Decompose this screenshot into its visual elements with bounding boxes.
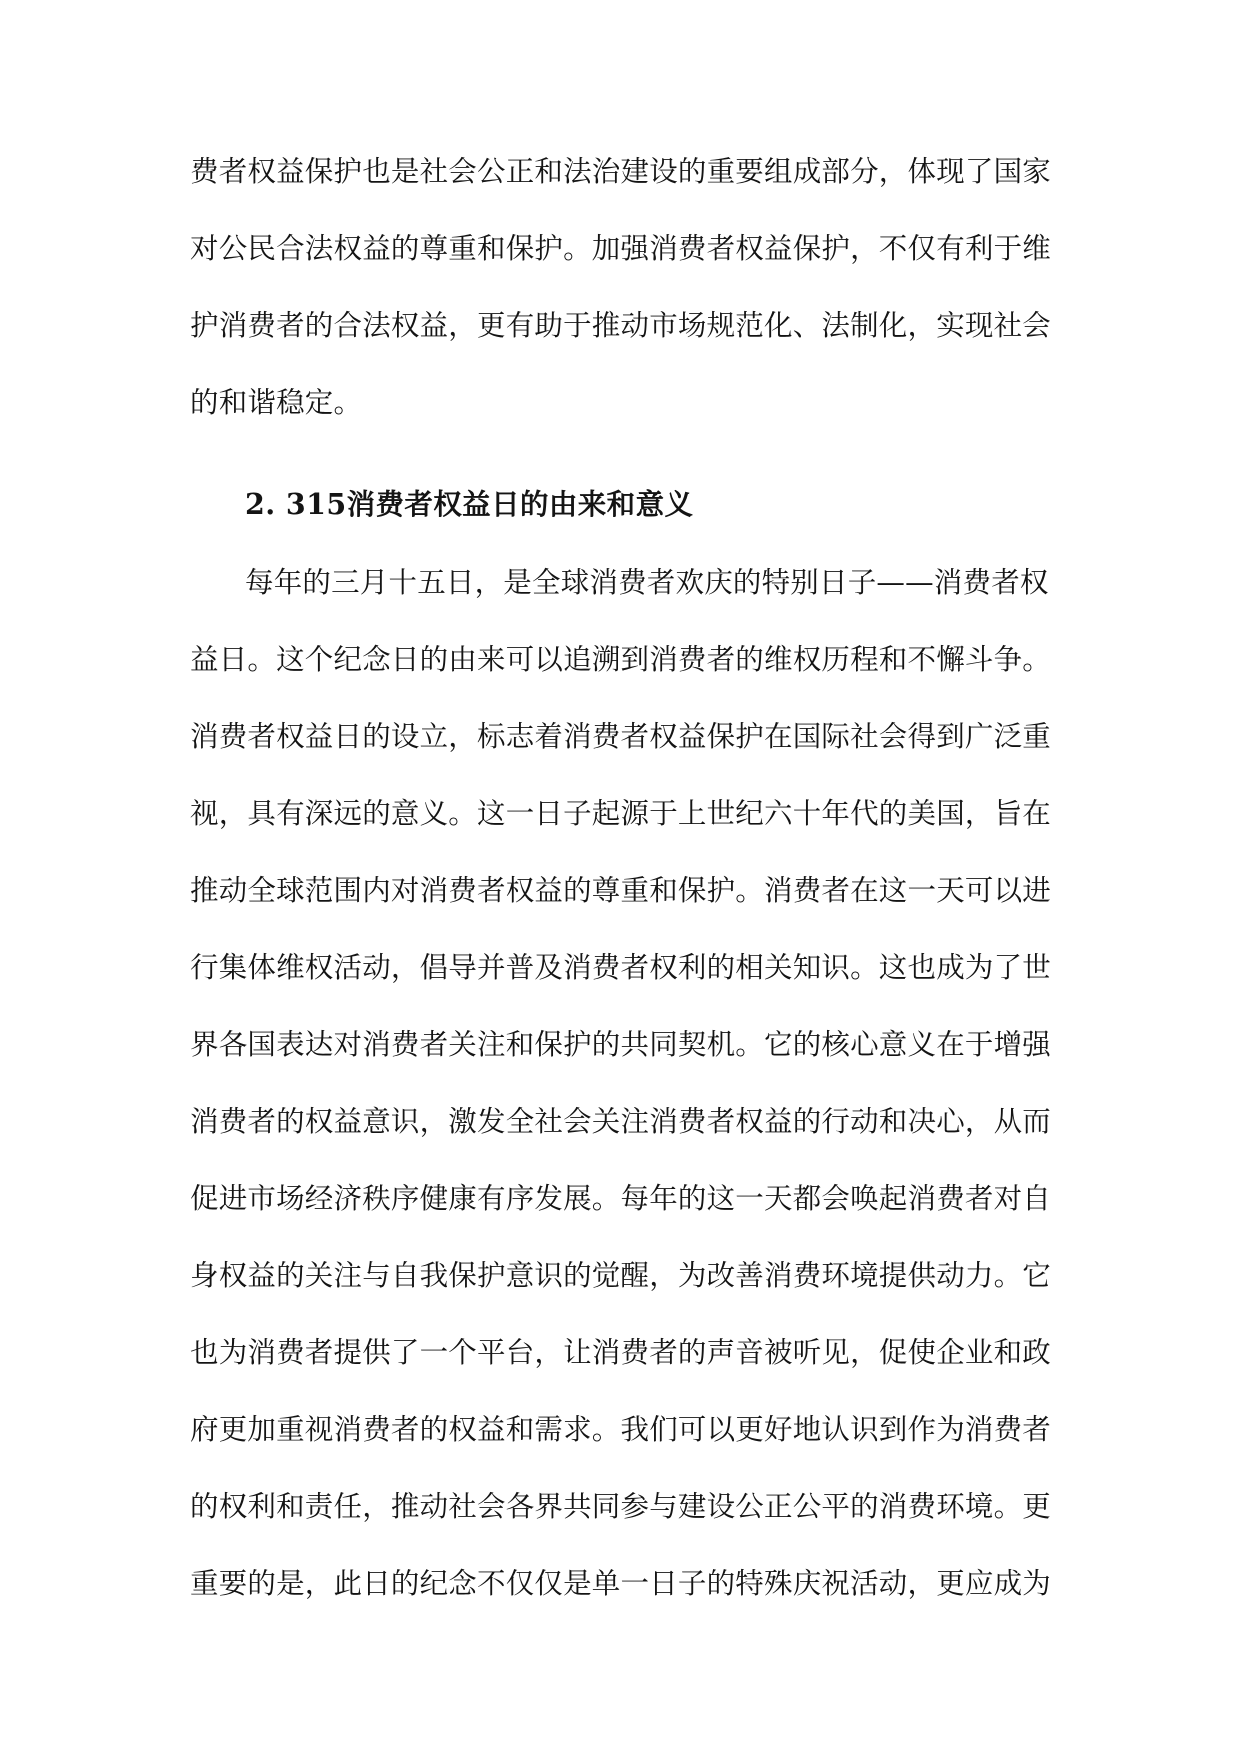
- paragraph-2-line: 消费者的权益意识，激发全社会关注消费者权益的行动和决心，从而: [190, 1105, 1052, 1138]
- paragraph-2-line: 益日。这个纪念日的由来可以追溯到消费者的维权历程和不懈斗争。: [190, 643, 1052, 676]
- paragraph-2-line: 府更加重视消费者的权益和需求。我们可以更好地认识到作为消费者: [190, 1413, 1052, 1446]
- paragraph-2-line: 推动全球范围内对消费者权益的尊重和保护。消费者在这一天可以进: [190, 874, 1052, 907]
- paragraph-2-line: 重要的是，此日的纪念不仅仅是单一日子的特殊庆祝活动，更应成为: [190, 1567, 1052, 1600]
- paragraph-2-line: 身权益的关注与自我保护意识的觉醒，为改善消费环境提供动力。它: [190, 1259, 1052, 1292]
- paragraph-2-line: 促进市场经济秩序健康有序发展。每年的这一天都会唤起消费者对自: [190, 1182, 1052, 1215]
- paragraph-2-line: 的权利和责任，推动社会各界共同参与建设公正公平的消费环境。更: [190, 1490, 1052, 1523]
- paragraph-2-line: 界各国表达对消费者关注和保护的共同契机。它的核心意义在于增强: [190, 1028, 1052, 1061]
- paragraph-2-line: 每年的三月十五日，是全球消费者欢庆的特别日子——消费者权: [245, 566, 1049, 599]
- paragraph-2-line: 视，具有深远的意义。这一日子起源于上世纪六十年代的美国，旨在: [190, 797, 1052, 830]
- paragraph-1-line: 护消费者的合法权益，更有助于推动市场规范化、法制化，实现社会: [190, 309, 1052, 342]
- paragraph-2-line: 消费者权益日的设立，标志着消费者权益保护在国际社会得到广泛重: [190, 720, 1052, 753]
- section-heading: 2. 315消费者权益日的由来和意义: [245, 487, 694, 521]
- paragraph-1-line: 对公民合法权益的尊重和保护。加强消费者权益保护，不仅有利于维: [190, 232, 1052, 265]
- paragraph-2-line: 也为消费者提供了一个平台，让消费者的声音被听见，促使企业和政: [190, 1336, 1052, 1369]
- paragraph-1-line: 的和谐稳定。: [190, 386, 363, 419]
- paragraph-2-line: 行集体维权活动，倡导并普及消费者权利的相关知识。这也成为了世: [190, 951, 1052, 984]
- paragraph-1-line: 费者权益保护也是社会公正和法治建设的重要组成部分，体现了国家: [190, 155, 1052, 188]
